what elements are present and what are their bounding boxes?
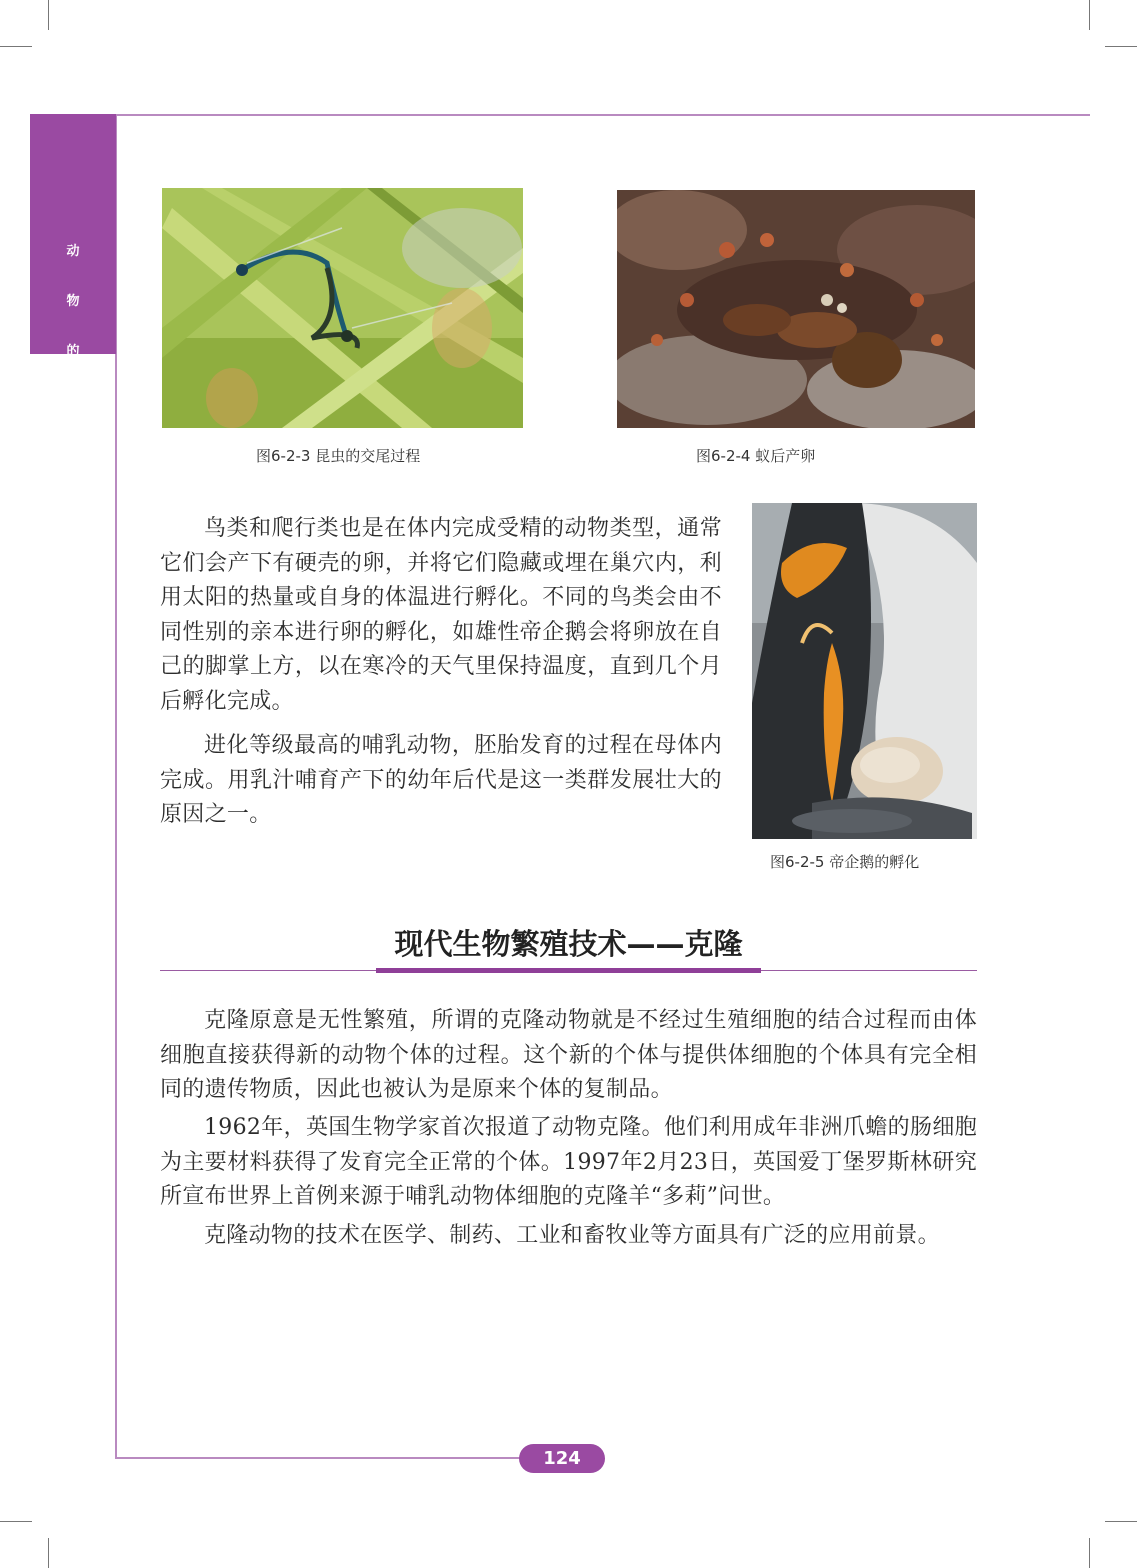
figure-caption: 图6-2-3 昆虫的交尾过程 [256,447,421,465]
chapter-side-tab [30,114,116,459]
body-paragraph: 克隆原意是无性繁殖，所谓的克隆动物就是不经过生殖细胞的结合过程而由体细胞直接获得新的动物个体的过程。这个新的个体与提供体细胞的个体具有完全相同的遗传物质，因此也被认为是原来个体的复制品。 [160,1008,977,1103]
crop-mark [1089,1538,1090,1568]
section-heading: 现代生物繁殖技术——克隆 [394,927,743,961]
page-number-badge [519,1444,605,1473]
side-tab-char: 物 [66,294,80,309]
frame-top-line [115,114,1090,116]
figure-caption: 图6-2-5 帝企鹅的孵化 [770,853,920,871]
body-paragraph: 1962年，英国生物学家首次报道了动物克隆。他们利用成年非洲爪蟾的肠细胞为主要材料获得了发育完全正常的个体。1997年2月23日，英国爱丁堡罗斯林研究所宣布世界上首例来源于哺乳动物体细胞的克隆羊“多莉”问世。 [160,1115,977,1210]
crop-mark [48,0,49,30]
ant-queen-photo [617,190,975,428]
emperor-penguin-photo [752,503,977,839]
heading-accent-bar [376,968,761,973]
figure-caption: 图6-2-4 蚁后产卵 [696,447,816,465]
damselfly-mating-photo [162,188,523,428]
side-tab-char: 殖 [66,444,80,459]
crop-mark [0,1521,32,1522]
body-paragraph: 克隆动物的技术在医学、制药、工业和畜牧业等方面具有广泛的应用前景。 [204,1223,940,1248]
body-paragraph: 鸟类和爬行类也是在体内完成受精的动物类型，通常它们会产下有硬壳的卵，并将它们隐藏或埋在巢穴内，利用太阳的热量或自身的体温进行孵化。不同的鸟类会由不同性别的亲本进行卵的孵化，如雄性帝企鹅会将卵放在自己的脚掌上方，以在寒冷的天气里保持温度，直到几个月后孵化完成。 [160,516,722,714]
side-tab-char: 繁 [66,394,80,409]
frame-bottom-line [115,1457,535,1459]
page-number: 124 [543,1448,581,1469]
crop-mark [1105,46,1137,47]
crop-mark [0,46,32,47]
side-tab-char: 的 [66,344,80,359]
crop-mark [1105,1521,1137,1522]
body-paragraph: 进化等级最高的哺乳动物，胚胎发育的过程在母体内完成。用乳汁哺育产下的幼年后代是这一类群发展壮大的原因之一。 [160,733,722,828]
crop-mark [1089,0,1090,30]
side-tab-char: 动 [66,244,80,259]
crop-mark [48,1538,49,1568]
